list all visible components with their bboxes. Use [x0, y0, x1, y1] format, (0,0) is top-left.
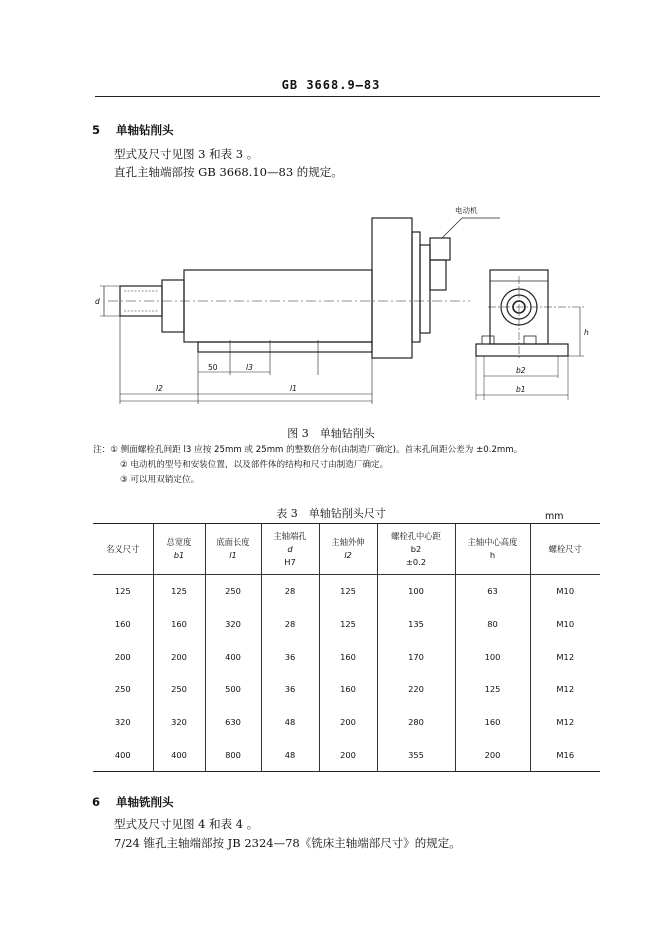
table-cell: M16: [530, 738, 600, 771]
table-cell: 400: [114, 749, 131, 760]
table-cell: 125: [319, 575, 377, 608]
section5-title: 单轴钻削头: [116, 123, 174, 137]
table-cell: 250: [205, 575, 261, 608]
section6-heading: [92, 794, 174, 810]
end-view-base: [476, 344, 568, 356]
note-3: ③ 可以用双销定位。: [120, 475, 200, 485]
section6-number: 6: [92, 795, 101, 809]
table-cell: 28: [261, 575, 319, 608]
table-cell: 36: [261, 673, 319, 706]
table-cell: 320: [153, 706, 205, 739]
table3-title: 表 3 单轴钻削头尺寸: [276, 507, 386, 520]
motor: [430, 238, 450, 260]
note-2: ② 电动机的型号和安装位置，以及部件体的结构和尺寸由制造厂确定。: [120, 460, 389, 470]
table-cell: 125: [455, 673, 530, 706]
table-cell: 320: [205, 608, 261, 641]
header-spindle-extension: 主轴外伸 l2: [319, 524, 377, 575]
table-cell: M12: [530, 640, 600, 673]
note-1: 注：① 侧面螺栓孔间距 l3 应按 25mm 或 25mm 的整数倍分布(由制造厂确定)。首末孔间距公差为 ±0.2mm。: [93, 445, 523, 455]
table-row: [93, 640, 600, 673]
table-cell: 200: [153, 640, 205, 673]
standard-number-header: GB 3668.9—83: [281, 78, 381, 92]
table-cell: 160: [455, 706, 530, 739]
table-cell: 630: [205, 706, 261, 739]
figure3-drawing: [0, 190, 662, 420]
dim-l3-label: l3: [246, 363, 253, 372]
table-cell: 355: [377, 738, 455, 771]
table-cell: 250: [153, 673, 205, 706]
table-row: [93, 738, 600, 771]
table-cell: 48: [261, 738, 319, 771]
header-base-length: 底面长度 l1: [205, 524, 261, 575]
spindle-flange: [162, 280, 184, 332]
header-bolt-hole-spacing: 螺栓孔中心距 b2 ±0.2: [377, 524, 455, 575]
table-cell: 400: [153, 738, 205, 771]
table-row: [93, 706, 600, 739]
motor-label: 电动机: [455, 206, 478, 215]
table-cell: 160: [153, 608, 205, 641]
figure3-caption: 图 3 单轴钻削头: [287, 427, 375, 440]
table-cell: M12: [530, 706, 600, 739]
dim-l1-label: l1: [290, 384, 297, 393]
header-bolt-size: 螺栓尺寸: [530, 524, 600, 575]
table-cell: 125: [114, 586, 131, 597]
table3-unit: mm: [545, 511, 564, 522]
table-cell: M10: [530, 575, 600, 608]
section6-line1: 型式及尺寸见图 4 和表 4 。: [114, 817, 259, 831]
section5-number: 5: [92, 123, 101, 137]
dim-d-label: d: [95, 297, 100, 306]
main-body: [184, 270, 372, 342]
header-rule: [95, 96, 600, 97]
base-plate: [198, 342, 372, 352]
dim-b1-label: b1: [516, 385, 526, 394]
dim-l2-label: l2: [156, 384, 163, 393]
table-cell: 220: [377, 673, 455, 706]
table-cell: 28: [261, 608, 319, 641]
table-cell: 500: [205, 673, 261, 706]
table-cell: 280: [377, 706, 455, 739]
table-cell: 800: [205, 738, 261, 771]
table-cell: 135: [377, 608, 455, 641]
header-total-width: 总宽度 b1: [153, 524, 205, 575]
table-cell: M12: [530, 673, 600, 706]
header-spindle-height: 主轴中心高度 h: [455, 524, 530, 575]
table-cell: 100: [455, 640, 530, 673]
table-row: [93, 575, 600, 608]
table-cell: 200: [319, 706, 377, 739]
table-cell: 63: [455, 575, 530, 608]
table-cell: 125: [319, 608, 377, 641]
table-cell: 160: [319, 673, 377, 706]
section5-line1: 型式及尺寸见图 3 和表 3 。: [114, 147, 259, 161]
header-spindle-bore: 主轴端孔 d H7: [261, 524, 319, 575]
table3: [93, 523, 600, 772]
table-cell: 200: [319, 738, 377, 771]
dim-b2-label: b2: [516, 366, 526, 375]
table-cell: 48: [261, 706, 319, 739]
section6-title: 单轴铣削头: [116, 795, 174, 809]
table-cell: 250: [114, 684, 131, 695]
table-cell: 36: [261, 640, 319, 673]
table-cell: 400: [205, 640, 261, 673]
table-cell: 200: [455, 738, 530, 771]
table-header-row: [93, 524, 600, 575]
dim-50-label: 50: [208, 363, 218, 372]
table-cell: 160: [114, 619, 131, 630]
section5-line2: 直孔主轴端部按 GB 3668.10—83 的规定。: [114, 165, 343, 179]
table-cell: 170: [377, 640, 455, 673]
table-row: [93, 608, 600, 641]
table-cell: M10: [530, 608, 600, 641]
table-cell: 100: [377, 575, 455, 608]
header-nominal-size: 名义尺寸: [93, 524, 153, 575]
motor-housing: [372, 218, 412, 358]
dim-h-label: h: [584, 328, 589, 337]
table-cell: 200: [114, 651, 131, 662]
table-cell: 320: [114, 717, 131, 728]
section6-line2: 7/24 锥孔主轴端部按 JB 2324—78《铣床主轴端部尺寸》的规定。: [114, 836, 461, 850]
table-cell: 160: [319, 640, 377, 673]
section5-heading: [92, 122, 174, 138]
table-cell: 125: [153, 575, 205, 608]
table-row: [93, 673, 600, 706]
table-cell: 80: [455, 608, 530, 641]
